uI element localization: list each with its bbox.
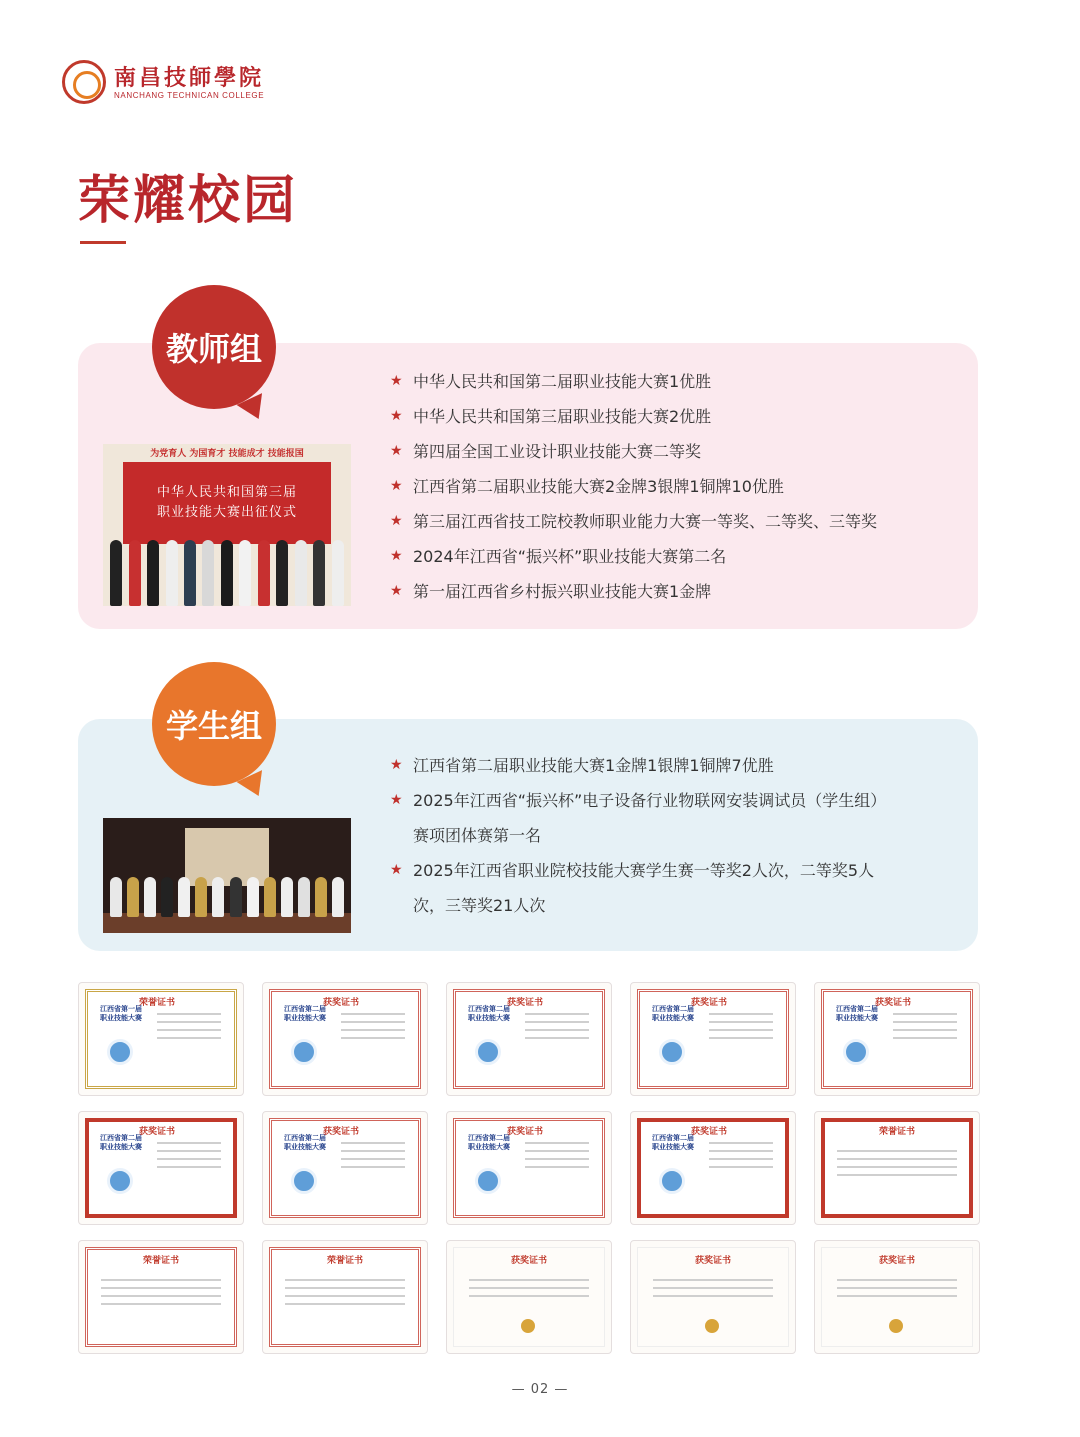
- student-group-badge: 学生组: [152, 662, 276, 786]
- certificate-image: 江西省第二届职业技能大赛 获奖证书: [630, 982, 796, 1096]
- list-item: ★ 江西省第二届职业技能大赛2金牌3银牌1铜牌10优胜: [390, 469, 877, 504]
- teacher-achievements-list: [390, 364, 877, 609]
- list-item: ★ 第四届全国工业设计职业技能大赛二等奖: [390, 434, 877, 469]
- list-item: ★ 第一届江西省乡村振兴职业技能大赛1金牌: [390, 574, 877, 609]
- list-item: ★ 2025年江西省职业院校技能大赛学生赛一等奖2人次，二等奖5人 次，三等奖21人次: [390, 853, 886, 923]
- mascot-icon: [291, 1039, 317, 1065]
- mascot-icon: [475, 1168, 501, 1194]
- medal-icon: [521, 1319, 535, 1333]
- certificate-image: 荣誉证书: [78, 1240, 244, 1354]
- mascot-icon: [475, 1039, 501, 1065]
- certificate-image: 获奖证书: [630, 1240, 796, 1354]
- mascot-icon: [659, 1039, 685, 1065]
- star-icon: ★: [390, 373, 403, 389]
- certificate-image: 江西省第二届职业技能大赛 获奖证书: [262, 1111, 428, 1225]
- medal-icon: [705, 1319, 719, 1333]
- banner-line-2: 职业技能大赛出征仪式: [156, 505, 297, 520]
- teacher-group-badge: 教师组: [152, 285, 276, 409]
- star-icon: ★: [390, 792, 403, 808]
- banner-line-1: 中华人民共和国第三届: [156, 485, 297, 500]
- certificate-image: 荣誉证书: [814, 1111, 980, 1225]
- college-logo: [62, 60, 264, 104]
- mascot-icon: [659, 1168, 685, 1194]
- list-item: ★ 中华人民共和国第三届职业技能大赛2优胜: [390, 399, 877, 434]
- college-seal-icon: [62, 60, 106, 104]
- star-icon: ★: [390, 443, 403, 459]
- page-number: — 02 —: [511, 1382, 569, 1397]
- page-title: 荣耀校园: [78, 170, 299, 231]
- star-icon: ★: [390, 513, 403, 529]
- star-icon: ★: [390, 757, 403, 773]
- list-item: ★ 2025年江西省“振兴杯”电子设备行业物联网安装调试员（学生组） 赛项团体赛第一名: [390, 783, 886, 853]
- list-item: ★ 第三届江西省技工院校教师职业能力大赛一等奖、二等奖、三等奖: [390, 504, 877, 539]
- medal-icon: [889, 1319, 903, 1333]
- mascot-icon: [291, 1168, 317, 1194]
- certificate-image: 江西省第二届职业技能大赛 获奖证书: [446, 1111, 612, 1225]
- list-item: ★ 江西省第二届职业技能大赛1金牌1银牌1铜牌7优胜: [390, 748, 886, 783]
- list-item: ★ 中华人民共和国第二届职业技能大赛1优胜: [390, 364, 877, 399]
- certificate-image: 获奖证书: [814, 1240, 980, 1354]
- list-item: ★ 2024年江西省“振兴杯”职业技能大赛第二名: [390, 539, 877, 574]
- certificate-image: 江西省第二届职业技能大赛 获奖证书: [78, 1111, 244, 1225]
- certificate-image: 江西省第二届职业技能大赛 获奖证书: [630, 1111, 796, 1225]
- star-icon: ★: [390, 478, 403, 494]
- mascot-icon: [107, 1168, 133, 1194]
- star-icon: ★: [390, 862, 403, 878]
- star-icon: ★: [390, 583, 403, 599]
- mascot-icon: [843, 1039, 869, 1065]
- title-underline: [80, 241, 126, 244]
- photo-people: [103, 857, 351, 917]
- certificate-image: 江西省第一届职业技能大赛 荣誉证书: [78, 982, 244, 1096]
- certificate-image: 江西省第二届职业技能大赛 获奖证书: [262, 982, 428, 1096]
- student-group-photo: [103, 818, 351, 933]
- mascot-icon: [107, 1039, 133, 1065]
- certificate-image: 荣誉证书: [262, 1240, 428, 1354]
- certificate-image: 江西省第二届职业技能大赛 获奖证书: [446, 982, 612, 1096]
- student-achievements-list: [390, 748, 886, 923]
- certificate-image: 江西省第二届职业技能大赛 获奖证书: [814, 982, 980, 1096]
- certificates-grid: [78, 982, 980, 1354]
- logo-chinese-name: 南昌技師學院: [114, 64, 265, 91]
- star-icon: ★: [390, 548, 403, 564]
- photo-slogan: 为党育人 为国育才 技能成才 技能报国: [150, 449, 304, 459]
- star-icon: ★: [390, 408, 403, 424]
- certificate-image: 获奖证书: [446, 1240, 612, 1354]
- photo-people: [103, 526, 351, 606]
- logo-english-name: NANCHANG TECHNICAN COLLEGE: [114, 90, 265, 100]
- teacher-group-photo: [103, 444, 351, 606]
